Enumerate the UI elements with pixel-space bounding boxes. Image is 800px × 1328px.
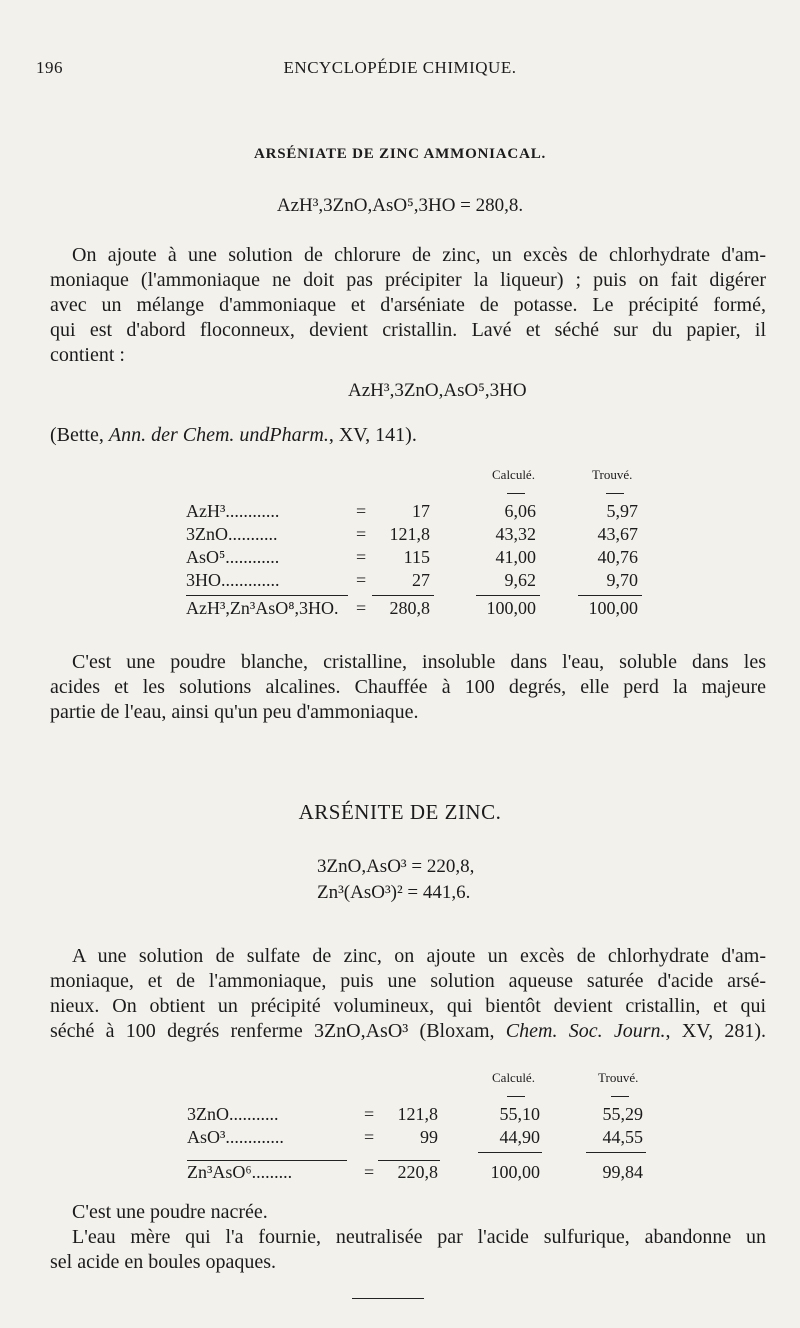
text-line: moniaque, et de l'ammoniaque, puis une solution aqueuse saturée d'acide arsé- — [50, 970, 766, 992]
calculated: 6,06 — [504, 501, 536, 521]
weight: 121,8 — [389, 524, 430, 544]
found: 44,55 — [602, 1127, 643, 1147]
sum-rule — [187, 1160, 347, 1161]
calculated: 100,00 — [486, 598, 536, 618]
compound: AzH³............ — [186, 501, 280, 521]
sum-rule — [578, 595, 642, 596]
text-line — [50, 1019, 766, 1044]
equals: = — [356, 547, 367, 567]
paragraph-arseniate-prep — [50, 243, 766, 368]
found: 9,70 — [606, 570, 638, 590]
found: 55,29 — [602, 1104, 643, 1124]
reference-volume: , XV, 141). — [328, 424, 417, 446]
weight: 17 — [412, 501, 430, 521]
found: 99,84 — [602, 1162, 643, 1182]
equals: = — [364, 1104, 375, 1124]
dash — [507, 1096, 525, 1097]
text-segment: séché à 100 degrés renferme 3ZnO,AsO³ (Bloxam, — [50, 1020, 506, 1042]
dash — [507, 493, 525, 494]
paragraph-arsenite-properties — [50, 1200, 766, 1275]
weight: 220,8 — [397, 1162, 438, 1182]
compound: 3ZnO........... — [186, 524, 278, 544]
calculated: 41,00 — [495, 547, 536, 567]
equals: = — [364, 1127, 375, 1147]
paragraph-arseniate-properties — [50, 650, 766, 725]
equals: = — [364, 1162, 375, 1182]
page-number: 196 — [36, 58, 63, 77]
text-line: C'est une poudre blanche, cristalline, insoluble dans l'eau, soluble dans les — [72, 651, 766, 673]
paragraph-arsenite-prep — [50, 944, 766, 1044]
text-line: qui est d'abord floconneux, devient cristallin. Lavé et séché sur du papier, il — [50, 319, 766, 341]
weight: 121,8 — [397, 1104, 438, 1124]
compound-total: AzH³,Zn³AsO⁸,3HO. — [186, 598, 339, 618]
calculated: 43,32 — [495, 524, 536, 544]
text-line: A une solution de sulfate de zinc, on ajoute un excès de chlorhydrate d'am- — [72, 945, 766, 967]
text-line: L'eau mère qui l'a fournie, neutralisée par l'acide sulfurique, abandonne un — [72, 1226, 766, 1248]
weight: 27 — [412, 570, 430, 590]
compound-total: Zn³AsO⁶......... — [187, 1162, 293, 1182]
sum-rule — [478, 1152, 542, 1153]
compound: AsO³............. — [187, 1127, 284, 1147]
reference-journal: Chem. Soc. Journ. — [505, 1020, 666, 1042]
sum-rule — [372, 595, 434, 596]
formula-arsenite-2: Zn³(AsO³)² = 441,6. — [317, 882, 471, 903]
found: 40,76 — [597, 547, 638, 567]
sum-rule — [378, 1160, 440, 1161]
sum-rule — [586, 1152, 646, 1153]
running-title: ENCYCLOPÉDIE CHIMIQUE. — [283, 58, 517, 77]
formula-contains: AzH³,3ZnO,AsO⁵,3HO — [348, 380, 527, 401]
formula-arseniate: AzH³,3ZnO,AsO⁵,3HO = 280,8. — [276, 195, 524, 216]
column-header-trouve: Trouvé. — [598, 1070, 639, 1085]
text-line: moniaque (l'ammoniaque ne doit pas précipiter la liqueur) ; puis on fait digérer — [50, 269, 766, 291]
found: 100,00 — [588, 598, 638, 618]
text-line: sel acide en boules opaques. — [50, 1251, 277, 1273]
equals: = — [356, 570, 367, 590]
equals: = — [356, 598, 367, 618]
found: 5,97 — [606, 501, 638, 521]
reference-text: (Bette, — [50, 424, 109, 446]
section-title-arsenite: ARSÉNITE DE ZINC. — [298, 800, 502, 824]
calculated: 9,62 — [504, 570, 536, 590]
weight: 99 — [420, 1127, 438, 1147]
calculated: 55,10 — [499, 1104, 540, 1124]
text-line: On ajoute à une solution de chlorure de zinc, un excès de chlorhydrate d'am- — [72, 244, 766, 266]
found: 43,67 — [597, 524, 638, 544]
compound: 3HO............. — [186, 570, 280, 590]
column-header-calcule: Calculé. — [492, 1070, 535, 1085]
equals: = — [356, 501, 367, 521]
column-header-calcule: Calculé. — [492, 467, 535, 482]
reference-volume: , XV, 281). — [665, 1020, 767, 1042]
dash — [606, 493, 624, 494]
equals: = — [356, 524, 367, 544]
reference-bette — [50, 424, 417, 447]
text-line: nieux. On obtient un précipité volumineux, qui bientôt devient cristallin, et qui — [50, 995, 766, 1017]
text-line: contient : — [50, 344, 125, 366]
text-line: C'est une poudre nacrée. — [72, 1201, 268, 1223]
section-title-arseniate: ARSÉNIATE DE ZINC AMMONIACAL. — [253, 146, 547, 162]
formula-arsenite-1: 3ZnO,AsO³ = 220,8, — [317, 856, 475, 877]
column-header-trouve: Trouvé. — [592, 467, 633, 482]
text-line: partie de l'eau, ainsi qu'un peu d'ammoniaque. — [50, 701, 419, 723]
text-line: avec un mélange d'ammoniaque et d'arséniate de potasse. Le précipité formé, — [50, 294, 766, 316]
reference-journal: Ann. der Chem. undPharm. — [108, 424, 329, 446]
weight: 280,8 — [389, 598, 430, 618]
text-line: acides et les solutions alcalines. Chauffée à 100 degrés, elle perd la majeure — [50, 676, 766, 698]
calculated: 100,00 — [490, 1162, 540, 1182]
sum-rule — [186, 595, 348, 596]
end-rule — [352, 1298, 424, 1299]
calculated: 44,90 — [499, 1127, 540, 1147]
sum-rule — [476, 595, 540, 596]
compound: 3ZnO........... — [187, 1104, 279, 1124]
compound: AsO⁵............ — [186, 547, 280, 567]
weight: 115 — [403, 547, 430, 567]
dash — [611, 1096, 629, 1097]
